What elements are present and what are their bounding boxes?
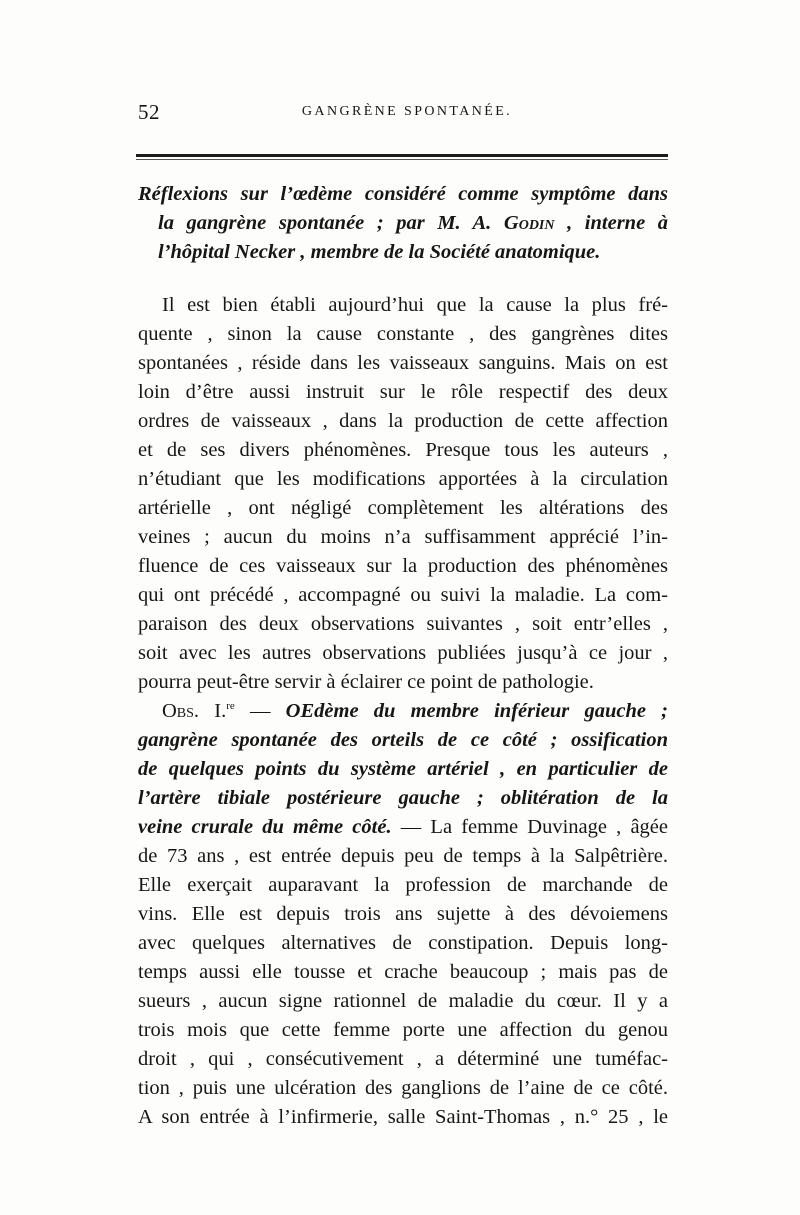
text-line [138, 697, 668, 726]
text-line: Il est bien établi aujourd’hui que la cause la plus fré- [162, 294, 668, 316]
title-line-text: la gangrène spontanée ; par M. A. [158, 212, 504, 234]
text-line: de quelques points du système artériel , en particulier de [138, 758, 668, 780]
text-line: ordres de vaisseaux , dans la production de cette affection [138, 410, 668, 432]
obs-number: I. [214, 700, 227, 722]
obs-text: — La femme Duvinage , âgée [391, 816, 668, 838]
text-line: sueurs , aucun signe rationnel de maladie du cœur. Il y a [138, 990, 668, 1012]
text-line: trois mois que cette femme porte une affection du genou [138, 1019, 668, 1041]
text-line: temps aussi elle tousse et crache beaucoup ; mais pas de [138, 961, 668, 983]
text-line: qui ont précédé , accompagné ou suivi la maladie. La com- [138, 584, 668, 606]
text-line: paraison des deux observations suivantes , soit entr’elles , [138, 613, 668, 635]
text-line: l’artère tibiale postérieure gauche ; oblitération de la [138, 787, 668, 809]
text-line: loin d’être aussi instruit sur le rôle respectif des deux [138, 381, 668, 403]
text-line: n’étudiant que les modifications apportées à la circulation [138, 468, 668, 490]
text-line [138, 813, 668, 842]
header-rule-thin [136, 159, 668, 160]
text-line: soit avec les autres observations publiées jusqu’à ce jour , [138, 642, 668, 664]
spacer [138, 267, 668, 291]
running-title: GANGRÈNE SPONTANÉE. [301, 104, 513, 119]
obs-heading-italic: OEdème du membre inférieur gauche ; [285, 700, 669, 722]
text-line: avec quelques alternatives de constipation. Depuis long- [138, 932, 668, 954]
obs-number-sup: re [226, 700, 235, 712]
obs-heading-italic: veine crurale du même côté. [138, 816, 392, 838]
text-line: droit , qui , consécutivement , a déterminé une tuméfac- [138, 1048, 668, 1070]
page-header [138, 100, 666, 130]
text-line: Elle exerçait auparavant la profession de marchande de [138, 874, 668, 896]
observation [138, 697, 668, 1132]
title-line: l’hôpital Necker , membre de la Société anatomique. [158, 241, 601, 263]
page-number: 52 [138, 100, 160, 124]
title-line [138, 209, 668, 238]
text-line: gangrène spontanée des orteils de ce côté ; ossification [138, 729, 668, 751]
title-line-tail: , interne à [554, 212, 669, 234]
text-line: vins. Elle est depuis trois ans sujette à des dévoiemens [138, 903, 668, 925]
title-line: Réflexions sur l’œdème considéré comme symptôme dans [138, 183, 668, 205]
obs-label: Obs. [162, 700, 200, 722]
text-line: spontanées , réside dans les vaisseaux sanguins. Mais on est [138, 352, 668, 374]
text-line: de 73 ans , est entrée depuis peu de temps à la Salpêtrière. [138, 845, 668, 867]
obs-dash: — [234, 700, 286, 722]
text-line: quente , sinon la cause constante , des gangrènes dites [138, 323, 668, 345]
text-line: A son entrée à l’infirmerie, salle Saint-Thomas , n.° 25 , le [138, 1106, 668, 1128]
text-line: pourra peut-être servir à éclairer ce point de pathologie. [138, 671, 594, 693]
text-line: tion , puis une ulcération des ganglions de l’aine de ce côté. [138, 1077, 668, 1099]
text-line: et de ses divers phénomènes. Presque tous les auteurs , [138, 439, 668, 461]
article-title [138, 180, 668, 267]
text-line: artérielle , ont négligé complètement les altérations des [138, 497, 668, 519]
author-name: Godin [503, 212, 555, 234]
header-rule-thick [136, 154, 668, 157]
paragraph [138, 291, 668, 697]
article-body [138, 180, 668, 1132]
text-line: veines ; aucun du moins n’a suffisamment apprécié l’in- [138, 526, 668, 548]
text-line: fluence de ces vaisseaux sur la production des phénomènes [138, 555, 668, 577]
